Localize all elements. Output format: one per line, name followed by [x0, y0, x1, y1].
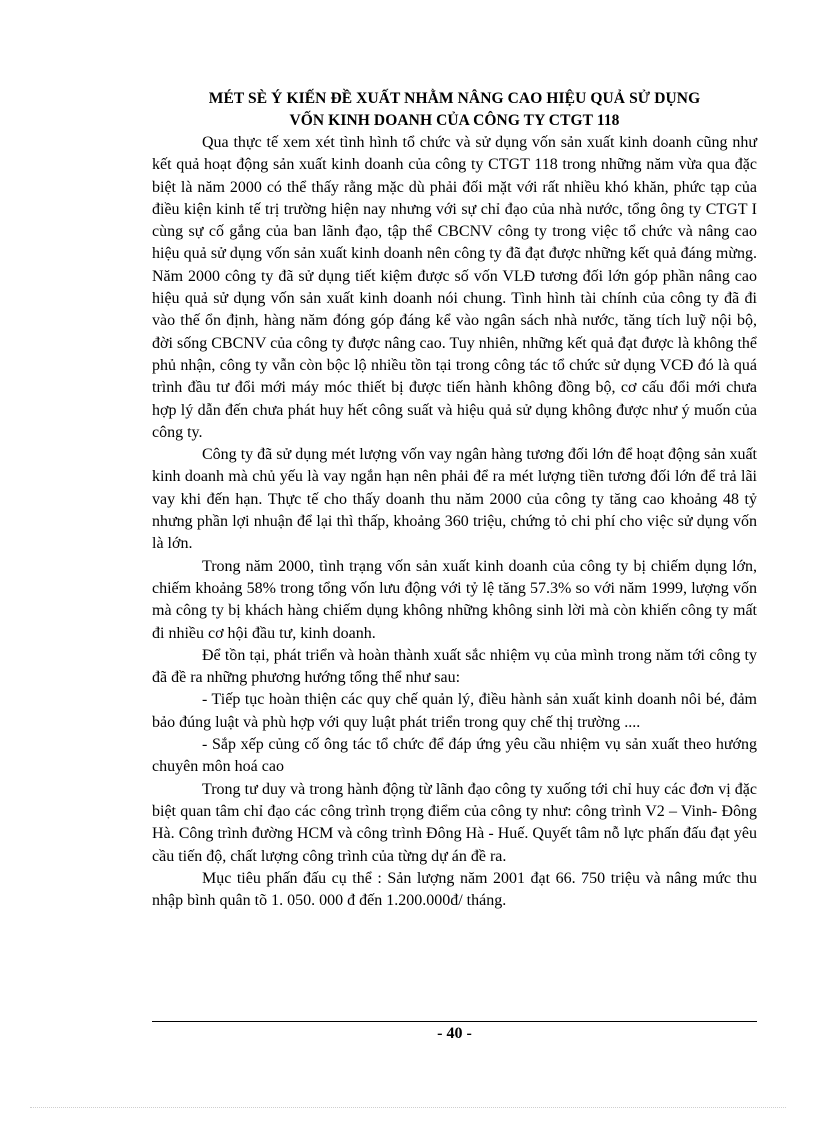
bullet-item-1: - Tiếp tục hoàn thiện các quy chế quản lý, điều hành sản xuất kinh doanh nôi bé, đảm bảo đúng luật và phù hợp với quy luật phát triển trong quy chế thị trường ....: [152, 691, 757, 731]
document-body: [152, 88, 757, 912]
document-title: [152, 88, 757, 132]
bullet-item-2: - Sắp xếp củng cố ông tác tổ chức để đáp ứng yêu cầu nhiệm vụ sản xuất theo hướng chuyên môn hoá cao: [152, 736, 757, 776]
footer-divider: [152, 1021, 757, 1022]
paragraph-6: Mục tiêu phấn đấu cụ thể : Sản lượng năm 2001 đạt 66. 750 triệu và nâng mức thu nhập bình quân tõ 1. 050. 000 đ đến 1.200.000đ/ tháng.: [152, 869, 757, 910]
paragraph-2: Công ty đã sử dụng mét lượng vốn vay ngân hàng tương đối lớn để hoạt động sản xuất kinh doanh mà chủ yếu là vay ngắn hạn nên phải để ra mét lượng tiền tương đối lớn để trả lãi vay khi đến hạn. Thực tế cho thấy doanh thu năm 2000 của công ty tăng cao khoảng 48 tỷ nhưng phần lợi nhuận để lại thì thấp, khoảng 360 triệu, chứng tỏ chi phí cho việc sử dụng vốn là lớn.: [152, 446, 757, 553]
paragraph-4: Để tồn tại, phát triển và hoàn thành xuất sắc nhiệm vụ của mình trong năm tới công ty đã đề ra những phương hướng tổng thể như sau:: [152, 646, 757, 687]
page-number: - 40 -: [437, 1025, 472, 1042]
title-line-1: MÉT SÈ Ý KIẾN ĐỀ XUẤT NHẰM NÂNG CAO HIỆU QUẢ SỬ DỤNG: [208, 90, 701, 107]
paragraph-5: Trong tư duy và trong hành động từ lãnh đạo công ty xuống tới chỉ huy các đơn vị đặc biệt quan tâm chỉ đạo các công trình trọng điểm của công ty như: công trình V2 – Vinh- Đông Hà. Công trình đường HCM và công trình Đông Hà - Huế. Quyết tâm nỗ lực phấn đấu đạt yêu cầu tiến độ, chất lượng công trình của từng dự án đề ra.: [152, 780, 757, 865]
page-bottom-border: [30, 1107, 786, 1108]
title-line-2: VỐN KINH DOANH CỦA CÔNG TY CTGT 118: [289, 112, 620, 129]
paragraph-1: Qua thực tế xem xét tình hình tổ chức và sử dụng vốn sản xuất kinh doanh cũng như kết quả hoạt động sản xuất kinh doanh của công ty CTGT 118 trong những năm vừa qua đặc biệt là năm 2000 có thể thấy rằng mặc dù phải đối mặt với rất nhiều khó khăn, phức tạp của điều kiện kinh tế trị trường hiện nay nhưng với sự chỉ đạo của nhà nước, tổng ông ty CTGT I cùng sự cố gắng của ban lãnh đạo, tập thể CBCNV công ty trong việc tổ chức và nâng cao hiệu quả sử dụng vốn sản xuất kinh doanh nên công ty đã đạt được những kết quả đáng mừng. Năm 2000 công ty đã sử dụng tiết kiệm được số vốn VLĐ tương đối lớn góp phần nâng cao hiệu quả sử dụng vốn sản xuất kinh doanh nói chung. Tình hình tài chính của công ty đã đi vào thế ổn định, hàng năm đóng góp đáng kể vào ngân sách nhà nước, tăng tích luỹ nội bộ, đời sống CBCNV của công ty được nâng cao. Tuy nhiên, những kết quả đạt được là không thể phủ nhận, công ty vẫn còn bộc lộ nhiều tồn tại trong công tác tổ chức sử dụng VCĐ đó là quá trình đầu tư đổi mới máy móc thiết bị được tiến hành không đồng bộ, cơ cấu đổi mới chưa hợp lý dẫn đến chưa phát huy hết công suất và hiệu quả sử dụng không được như ý muốn của công ty.: [152, 134, 757, 441]
paragraph-3: Trong năm 2000, tình trạng vốn sản xuất kinh doanh của công ty bị chiếm dụng lớn, chiếm khoảng 58% trong tổng vốn lưu động với tỷ lệ tăng 57.3% so với năm 1999, lượng vốn mà công ty bị khách hàng chiếm dụng không những không sinh lời mà còn khiến công ty mất đi nhiều cơ hội đầu tư, kinh doanh.: [152, 557, 757, 642]
